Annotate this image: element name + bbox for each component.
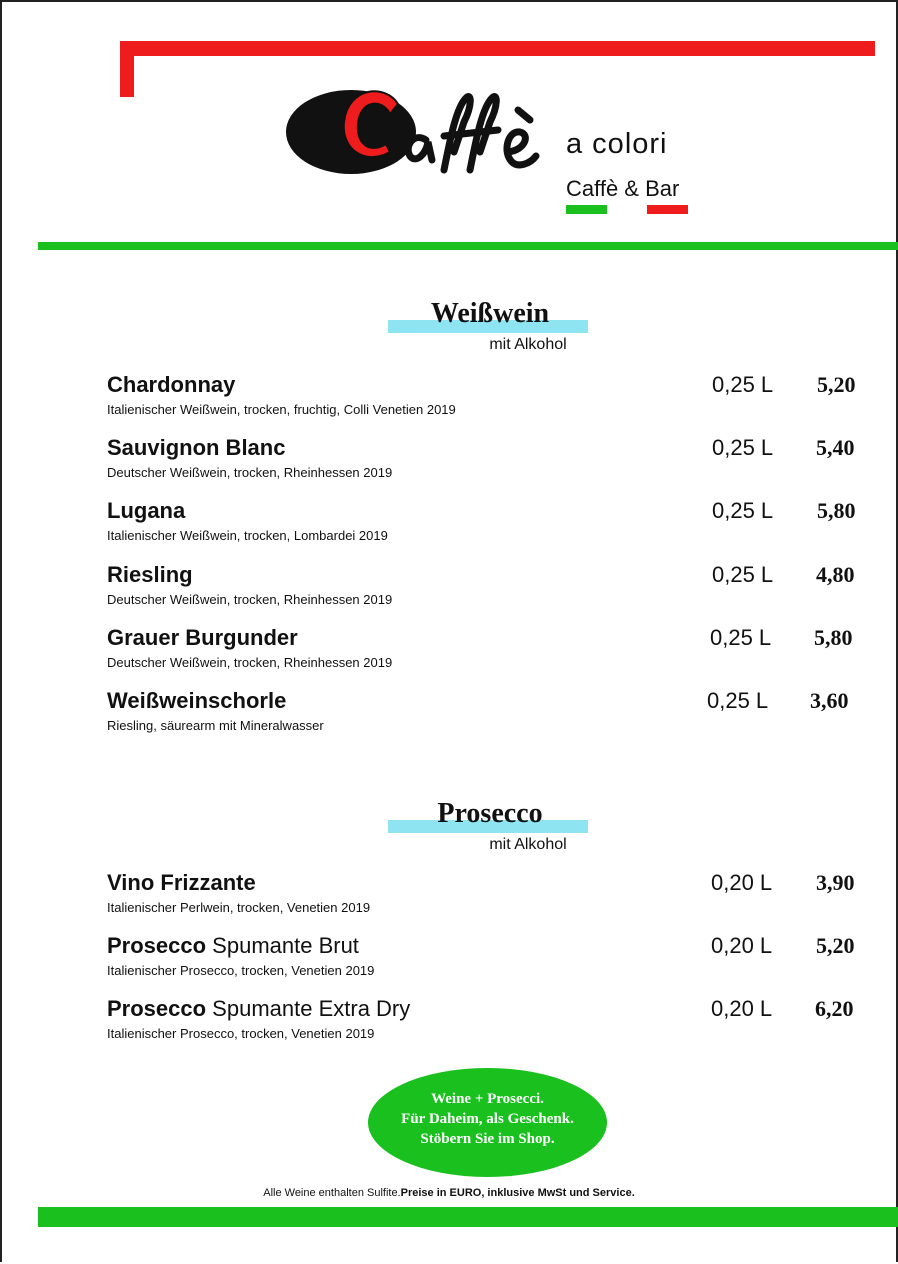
shop-link-badge[interactable]	[368, 1068, 607, 1177]
item-price: 5,80	[814, 625, 853, 650]
menu-item	[107, 435, 867, 490]
item-price: 3,90	[816, 870, 855, 895]
item-price: 3,60	[810, 688, 849, 713]
green-divider-bottom	[38, 1207, 898, 1227]
item-name: Sauvignon Blanc	[107, 435, 286, 460]
logo-artwork	[286, 80, 566, 200]
flag-red-stripe	[647, 205, 688, 214]
item-description: Italienischer Weißwein, trocken, Lombardei 2019	[107, 528, 388, 543]
shop-line-2: Für Daheim, als Geschenk.	[401, 1111, 574, 1127]
item-description: Italienischer Weißwein, trocken, fruchtig, Colli Venetien 2019	[107, 402, 456, 417]
item-name: Lugana	[107, 498, 186, 523]
item-price: 5,80	[817, 498, 856, 523]
item-name: Riesling	[107, 562, 193, 587]
item-description: Deutscher Weißwein, trocken, Rheinhessen 2019	[107, 592, 393, 607]
section-title-prosecco: Prosecco	[437, 798, 543, 829]
menu-item	[107, 372, 867, 427]
item-size: 0,25 L	[712, 562, 774, 587]
menu-item	[107, 498, 867, 553]
logo-tagline: Caffè & Bar	[566, 176, 680, 201]
menu-item	[107, 562, 867, 617]
item-name: Weißweinschorle	[107, 688, 287, 713]
flag-green-stripe	[566, 205, 607, 214]
section-subtitle: mit Alkohol	[489, 836, 567, 853]
item-name: Chardonnay	[107, 372, 236, 397]
item-description: Deutscher Weißwein, trocken, Rheinhessen 2019	[107, 465, 393, 480]
flag-white-stripe	[607, 205, 647, 214]
shop-line-3: Stöbern Sie im Shop.	[420, 1131, 555, 1147]
item-price: 4,80	[816, 562, 855, 587]
item-name: Prosecco Spumante Extra Dry	[107, 996, 411, 1021]
item-size: 0,20 L	[711, 996, 773, 1021]
item-price: 5,20	[817, 372, 856, 397]
item-size: 0,25 L	[712, 372, 774, 397]
item-size: 0,25 L	[712, 498, 774, 523]
menu-item	[107, 870, 867, 925]
item-name: Prosecco Spumante Brut	[107, 933, 359, 958]
item-size: 0,25 L	[712, 435, 774, 460]
menu-item	[107, 688, 867, 743]
item-description: Riesling, säurearm mit Mineralwasser	[107, 718, 324, 733]
red-frame-left	[120, 41, 134, 97]
section-title-weisswein: Weißwein	[430, 298, 550, 329]
item-description: Italienischer Perlwein, trocken, Venetien 2019	[107, 900, 371, 915]
item-name: Grauer Burgunder	[107, 625, 298, 650]
item-price: 5,40	[816, 435, 855, 460]
red-frame-top	[120, 41, 875, 56]
item-description: Italienischer Prosecco, trocken, Venetien 2019	[107, 963, 375, 978]
item-price: 6,20	[815, 996, 854, 1021]
item-size: 0,25 L	[707, 688, 769, 713]
item-price: 5,20	[816, 933, 855, 958]
shop-line-1: Weine + Prosecci.	[431, 1091, 544, 1107]
item-size: 0,25 L	[710, 625, 772, 650]
item-name: Vino Frizzante	[107, 870, 256, 895]
section-subtitle: mit Alkohol	[489, 336, 567, 353]
item-size: 0,20 L	[711, 870, 773, 895]
menu-item	[107, 933, 867, 988]
caffe-logo	[286, 80, 706, 220]
item-description: Italienischer Prosecco, trocken, Venetien 2019	[107, 1026, 375, 1041]
item-description: Deutscher Weißwein, trocken, Rheinhessen 2019	[107, 655, 393, 670]
item-size: 0,20 L	[711, 933, 773, 958]
green-divider-top	[38, 242, 898, 250]
menu-item	[107, 996, 867, 1051]
menu-item	[107, 625, 867, 680]
logo-subtitle: a colori	[566, 128, 668, 160]
footer-note: Alle Weine enthalten Sulfite.Preise in EURO, inklusive MwSt und Service.	[263, 1187, 635, 1199]
